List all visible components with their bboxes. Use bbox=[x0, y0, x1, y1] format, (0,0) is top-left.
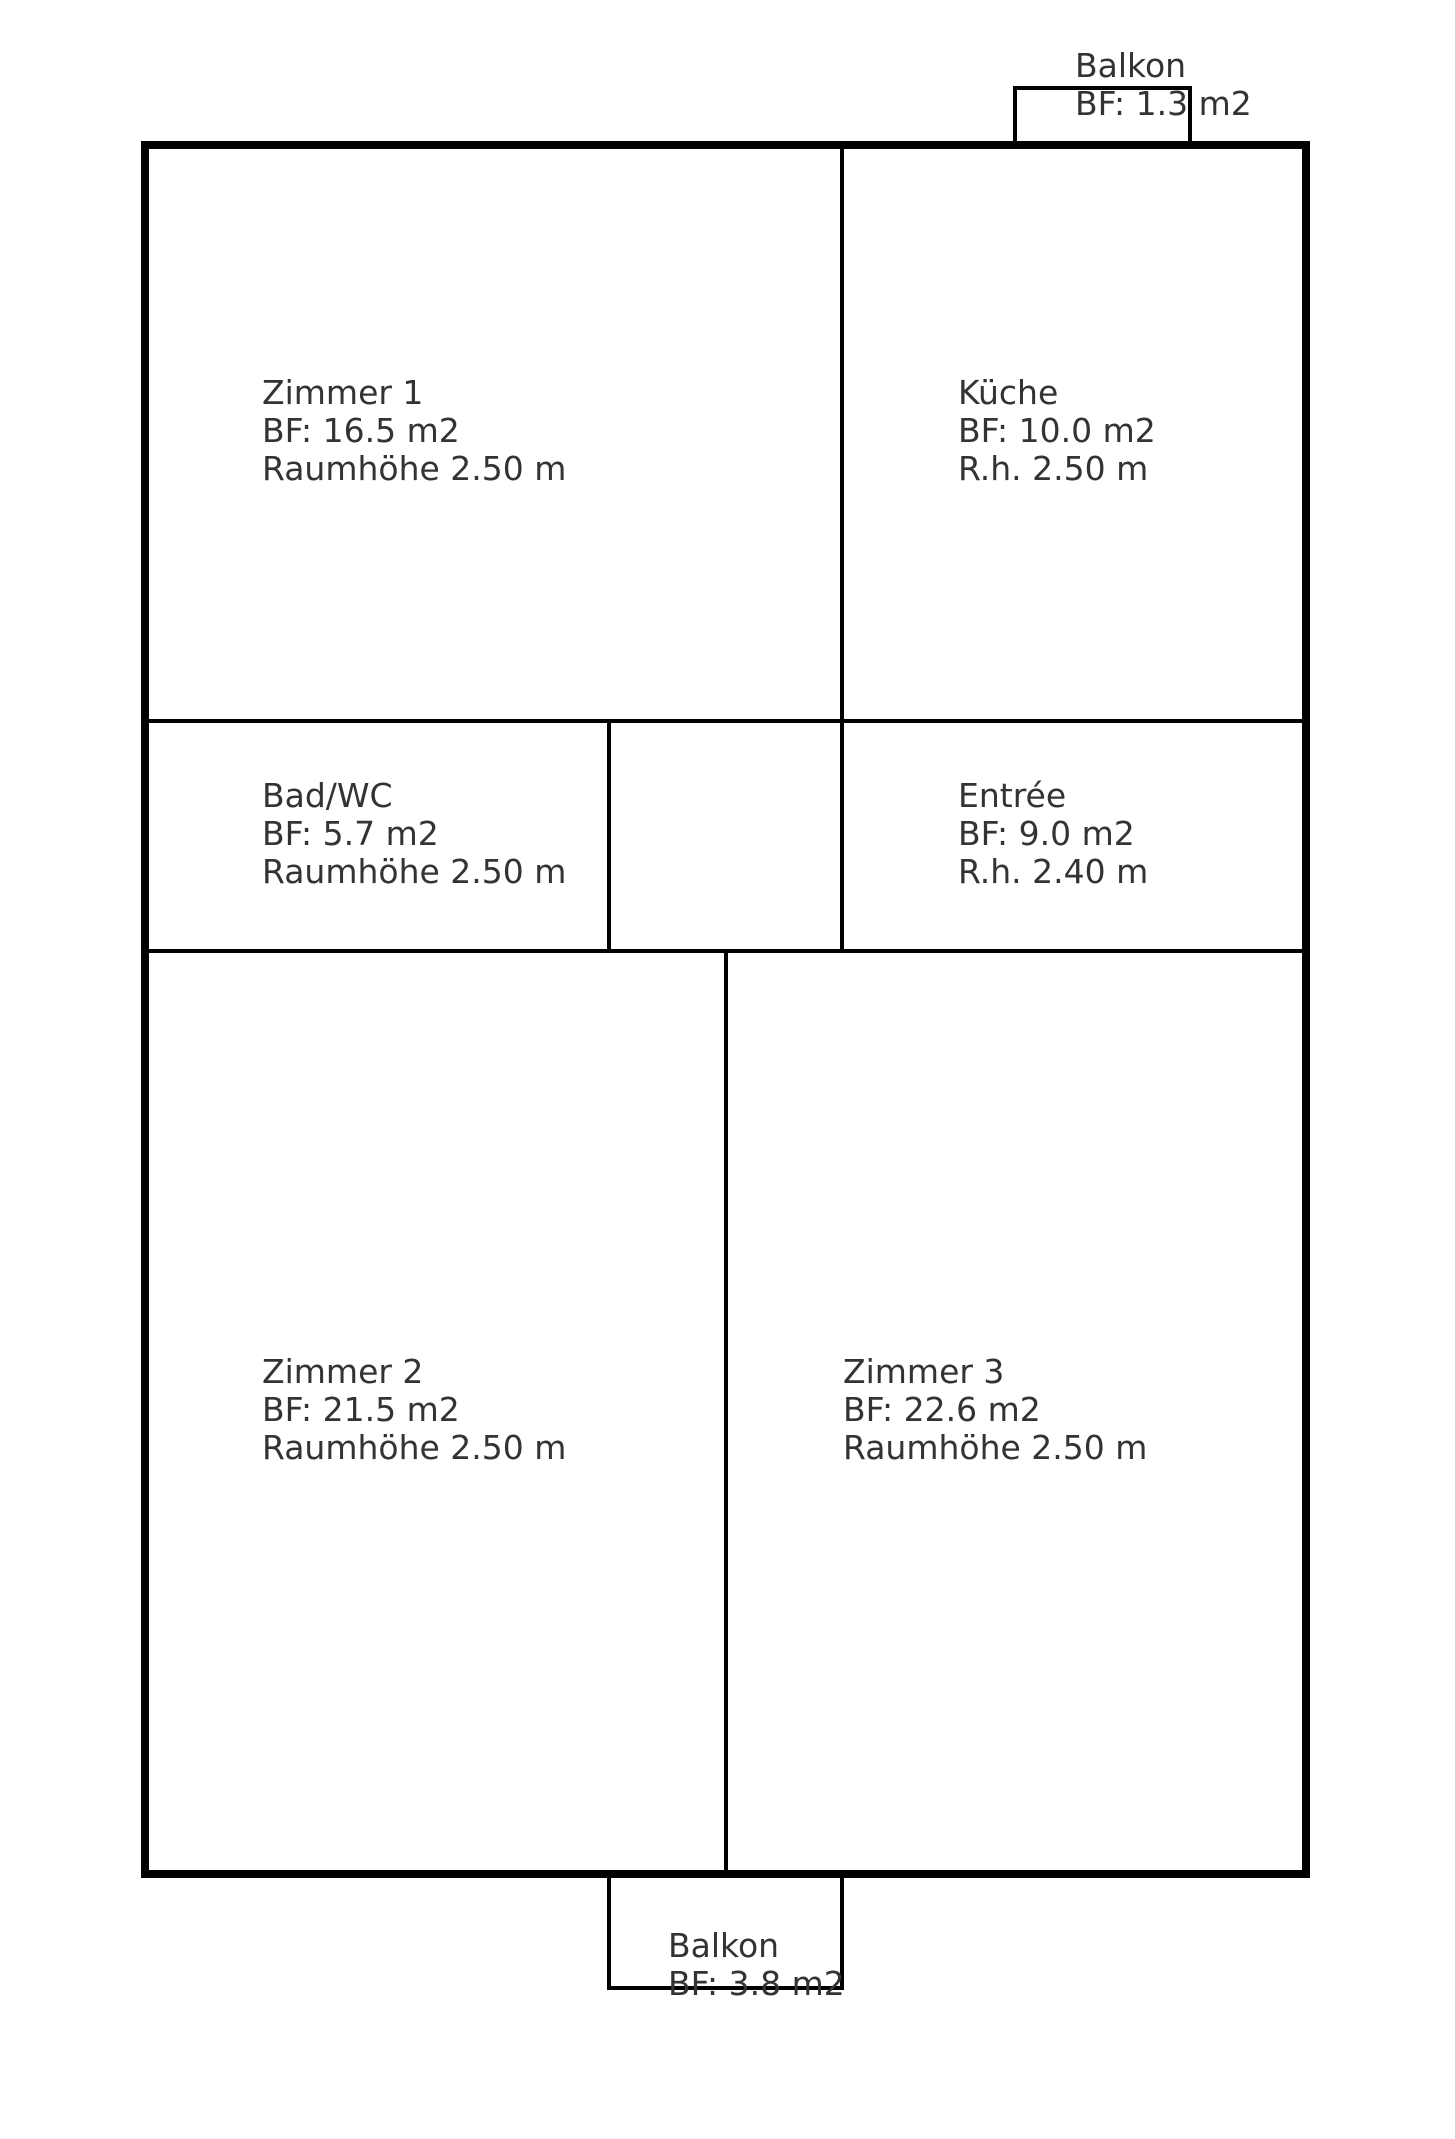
room-height: R.h. 2.50 m bbox=[958, 449, 1149, 488]
room-height: Raumhöhe 2.50 m bbox=[262, 449, 567, 488]
balcony-area: BF: 3.8 m2 bbox=[668, 1964, 845, 2003]
room-label-zimmer-2 bbox=[262, 1352, 566, 1467]
room-area: BF: 9.0 m2 bbox=[958, 814, 1135, 853]
room-name: Zimmer 2 bbox=[262, 1352, 424, 1391]
room-label-zimmer-1 bbox=[262, 373, 566, 488]
room-height: Raumhöhe 2.50 m bbox=[843, 1428, 1148, 1467]
balcony-area: BF: 1.3 m2 bbox=[1075, 84, 1252, 123]
room-height: Raumhöhe 2.50 m bbox=[262, 1428, 567, 1467]
room-area: BF: 10.0 m2 bbox=[958, 411, 1156, 450]
balcony-label-bottom bbox=[668, 1926, 845, 2003]
room-name: Küche bbox=[958, 373, 1059, 412]
balcony-name: Balkon bbox=[668, 1926, 780, 1965]
room-name: Bad/WC bbox=[262, 776, 393, 815]
room-label-zimmer-3 bbox=[843, 1352, 1147, 1467]
room-label-kueche bbox=[958, 373, 1156, 488]
balcony-label-top bbox=[1075, 46, 1252, 123]
room-area: BF: 21.5 m2 bbox=[262, 1390, 460, 1429]
room-area: BF: 16.5 m2 bbox=[262, 411, 460, 450]
room-label-entree bbox=[958, 776, 1148, 891]
room-label-bad-wc bbox=[262, 776, 566, 891]
room-name: Zimmer 1 bbox=[262, 373, 424, 412]
room-name: Entrée bbox=[958, 776, 1067, 815]
room-height: R.h. 2.40 m bbox=[958, 852, 1149, 891]
balcony-name: Balkon bbox=[1075, 46, 1187, 85]
room-area: BF: 5.7 m2 bbox=[262, 814, 439, 853]
room-name: Zimmer 3 bbox=[843, 1352, 1005, 1391]
room-height: Raumhöhe 2.50 m bbox=[262, 852, 567, 891]
room-area: BF: 22.6 m2 bbox=[843, 1390, 1041, 1429]
